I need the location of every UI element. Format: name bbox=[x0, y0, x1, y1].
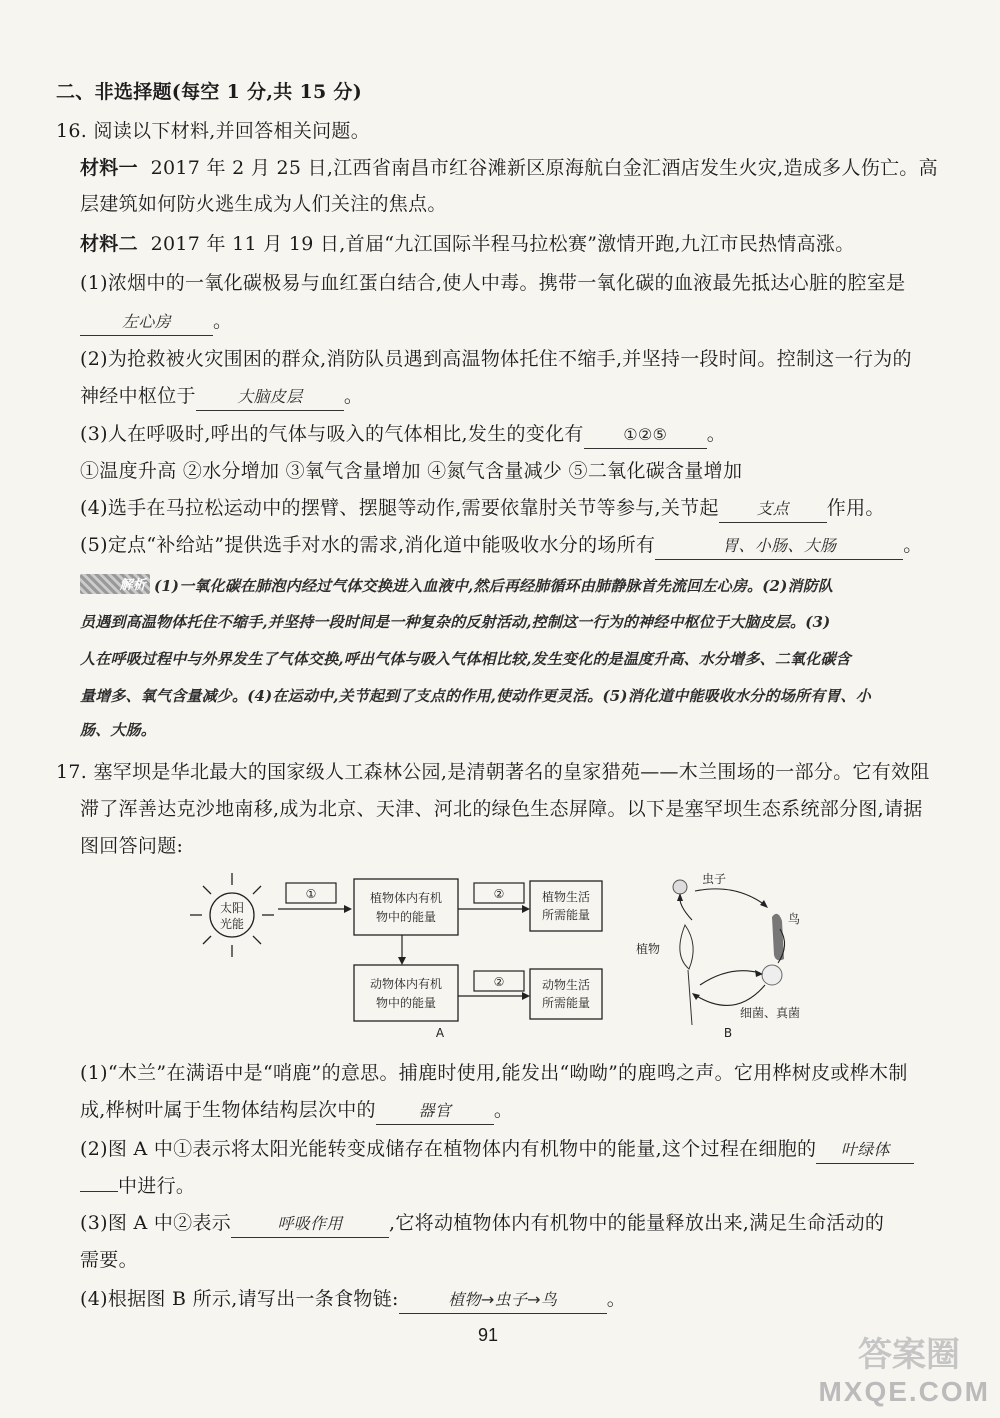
material-1-label: 材料一 bbox=[80, 157, 138, 179]
decomposer-label: 细菌、真菌 bbox=[740, 1006, 801, 1020]
material-2-label: 材料二 bbox=[80, 233, 138, 255]
q17-answer-2: 叶绿体 bbox=[816, 1137, 914, 1164]
q16-analysis-line-2: 员遇到高温物体托住不缩手,并坚持一段时间是一种复杂的反射活动,控制这一行为的神经中枢位于大脑皮层。(3) bbox=[80, 613, 831, 631]
q17-part-3: (3)图 A 中②表示 呼吸作用 ,它将动植物体内有机物中的能量释放出来,满足生命活动的 bbox=[80, 1210, 884, 1238]
plant-energy-box bbox=[354, 879, 458, 935]
q16-part-1: (1)浓烟中的一氧化碳极易与血红蛋白结合,使人中毒。携带一氧化碳的血液最先抵达心脏的腔室是 bbox=[80, 272, 906, 294]
material-1-text: 2017 年 2 月 25 日,江西省南昌市红谷滩新区原海航白金汇酒店发生火灾,造成多人伤亡。高 bbox=[150, 157, 938, 179]
svg-text:植物体内有机: 植物体内有机 bbox=[369, 891, 443, 905]
q16-part-2: (2)为抢救被火灾围困的群众,消防队员遇到高温物体托住不缩手,并坚持一段时间。控制这一行为的 bbox=[80, 348, 912, 370]
blank-label-1: ① bbox=[305, 887, 317, 901]
q16-material-2 bbox=[80, 231, 855, 257]
svg-text:植物生活: 植物生活 bbox=[541, 890, 591, 904]
q16-part-5: (5)定点“补给站”提供选手对水的需求,消化道中能吸收水分的场所有 胃、小肠、大肠 。 bbox=[80, 532, 923, 560]
insect-label: 虫子 bbox=[702, 872, 727, 886]
q16-part-3-options: ①温度升高 ②水分增加 ③氧气含量增加 ④氮气含量减少 ⑤二氧化碳含量增加 bbox=[80, 460, 743, 482]
q17-part-4: (4)根据图 B 所示,请写出一条食物链: 植物→虫子→鸟 。 bbox=[80, 1286, 626, 1314]
q17-stem-3: 图回答问题: bbox=[80, 835, 184, 857]
q16-answer-4: 支点 bbox=[719, 496, 827, 523]
q16-analysis-line-1: 解析 (1)一氧化碳在肺泡内经过气体交换进入血液中,然后再经肺循环由肺静脉首先流回左心房。(2)消防队 bbox=[80, 574, 833, 597]
q16-part-4: (4)选手在马拉松运动中的摆臂、摆腿等动作,需要依靠肘关节等参与,关节起 支点 作用。 bbox=[80, 495, 885, 523]
section-title: 二、非选择题(每空 1 分,共 15 分) bbox=[56, 81, 363, 103]
analysis-badge: 解析 bbox=[80, 574, 150, 594]
q16-material-1-cont: 层建筑如何防火逃生成为人们关注的焦点。 bbox=[80, 193, 447, 215]
sun-label-1: 太阳 bbox=[219, 901, 245, 915]
animal-energy-box bbox=[354, 965, 458, 1021]
q16-answer-3: ①②⑤ bbox=[584, 422, 707, 449]
bird-label: 鸟 bbox=[788, 912, 801, 926]
plant-label: 植物 bbox=[636, 942, 661, 956]
q17-answer-3: 呼吸作用 bbox=[231, 1211, 389, 1238]
plant-life-energy-box bbox=[530, 881, 602, 931]
q17-part-1: (1)“木兰”在满语中是“哨鹿”的意思。捕鹿时使用,能发出“呦呦”的鹿鸣之声。它用桦树皮或桦木制 bbox=[80, 1062, 908, 1084]
q16-material-1 bbox=[80, 155, 938, 181]
page-number: 91 bbox=[478, 1325, 499, 1345]
q16-analysis-line-3: 人在呼吸过程中与外界发生了气体交换,呼出气体与吸入气体相比较,发生变化的是温度升高、水分增多、二氧化碳含 bbox=[80, 650, 851, 668]
plant-icon bbox=[680, 925, 693, 969]
svg-text:②: ② bbox=[493, 975, 505, 989]
bird-icon bbox=[772, 914, 784, 961]
animal-life-energy-box bbox=[530, 969, 602, 1019]
q16-answer-5: 胃、小肠、大肠 bbox=[655, 533, 903, 560]
svg-text:物中的能量: 物中的能量 bbox=[375, 996, 437, 1010]
svg-text:所需能量: 所需能量 bbox=[541, 908, 591, 922]
q16-part-1-answer-line: 左心房 。 bbox=[80, 308, 232, 336]
sun-label-2: 光能 bbox=[219, 917, 245, 931]
q17-part-2-cont: 中进行。 bbox=[80, 1173, 195, 1199]
q16-analysis-line-4: 量增多、氧气含量减少。(4)在运动中,关节起到了支点的作用,使动作更灵活。(5)消化道中能吸收水分的场所有胃、小 bbox=[80, 687, 871, 705]
q17-answer-4: 植物→虫子→鸟 bbox=[399, 1287, 607, 1314]
q16-answer-1: 左心房 bbox=[80, 309, 213, 336]
svg-text:所需能量: 所需能量 bbox=[541, 996, 591, 1010]
q17-stem-1: 17. 塞罕坝是华北最大的国家级人工森林公园,是清朝著名的皇家猎苑——木兰围场的一部分。它有效阻 bbox=[56, 761, 930, 783]
insect-icon bbox=[673, 880, 687, 894]
q16-part-3: (3)人在呼吸时,呼出的气体与吸入的气体相比,发生的变化有 ①②⑤ 。 bbox=[80, 421, 726, 449]
diagram-b-label: B bbox=[723, 1026, 733, 1040]
food-web-diagram bbox=[636, 871, 800, 1040]
decomposer-icon bbox=[762, 965, 782, 985]
q17-stem-2: 滞了浑善达克沙地南移,成为北京、天津、河北的绿色生态屏障。以下是塞罕坝生态系统部分图,请据 bbox=[80, 798, 923, 820]
q17-part-3-cont: 需要。 bbox=[80, 1249, 138, 1271]
svg-text:动物体内有机: 动物体内有机 bbox=[369, 977, 443, 991]
diagram-a-label: A bbox=[435, 1026, 445, 1040]
svg-text:动物生活: 动物生活 bbox=[541, 978, 591, 992]
q17-part-1-cont: 成,桦树叶属于生物体结构层次中的 器官 。 bbox=[80, 1097, 513, 1125]
q17-answer-1: 器官 bbox=[376, 1098, 494, 1125]
watermark-text: MXQE.COM bbox=[818, 1376, 990, 1407]
svg-text:②: ② bbox=[493, 887, 505, 901]
q16-stem: 16. 阅读以下材料,并回答相关问题。 bbox=[56, 120, 370, 142]
q16-part-2-cont: 神经中枢位于 大脑皮层 。 bbox=[80, 383, 363, 411]
sun-icon bbox=[190, 873, 274, 957]
q17-part-2: (2)图 A 中①表示将太阳光能转变成储存在植物体内有机物中的能量,这个过程在细胞的 叶绿体 bbox=[80, 1136, 914, 1164]
material-2-text: 2017 年 11 月 19 日,首届“九江国际半程马拉松赛”激情开跑,九江市民热情高涨。 bbox=[150, 233, 855, 255]
ecosystem-diagram bbox=[180, 865, 820, 1040]
q16-analysis-line-5: 肠、大肠。 bbox=[80, 721, 157, 739]
q16-answer-2: 大脑皮层 bbox=[196, 384, 344, 411]
svg-text:物中的能量: 物中的能量 bbox=[375, 910, 437, 924]
watermark-logo: 答案圈 bbox=[858, 1335, 960, 1375]
